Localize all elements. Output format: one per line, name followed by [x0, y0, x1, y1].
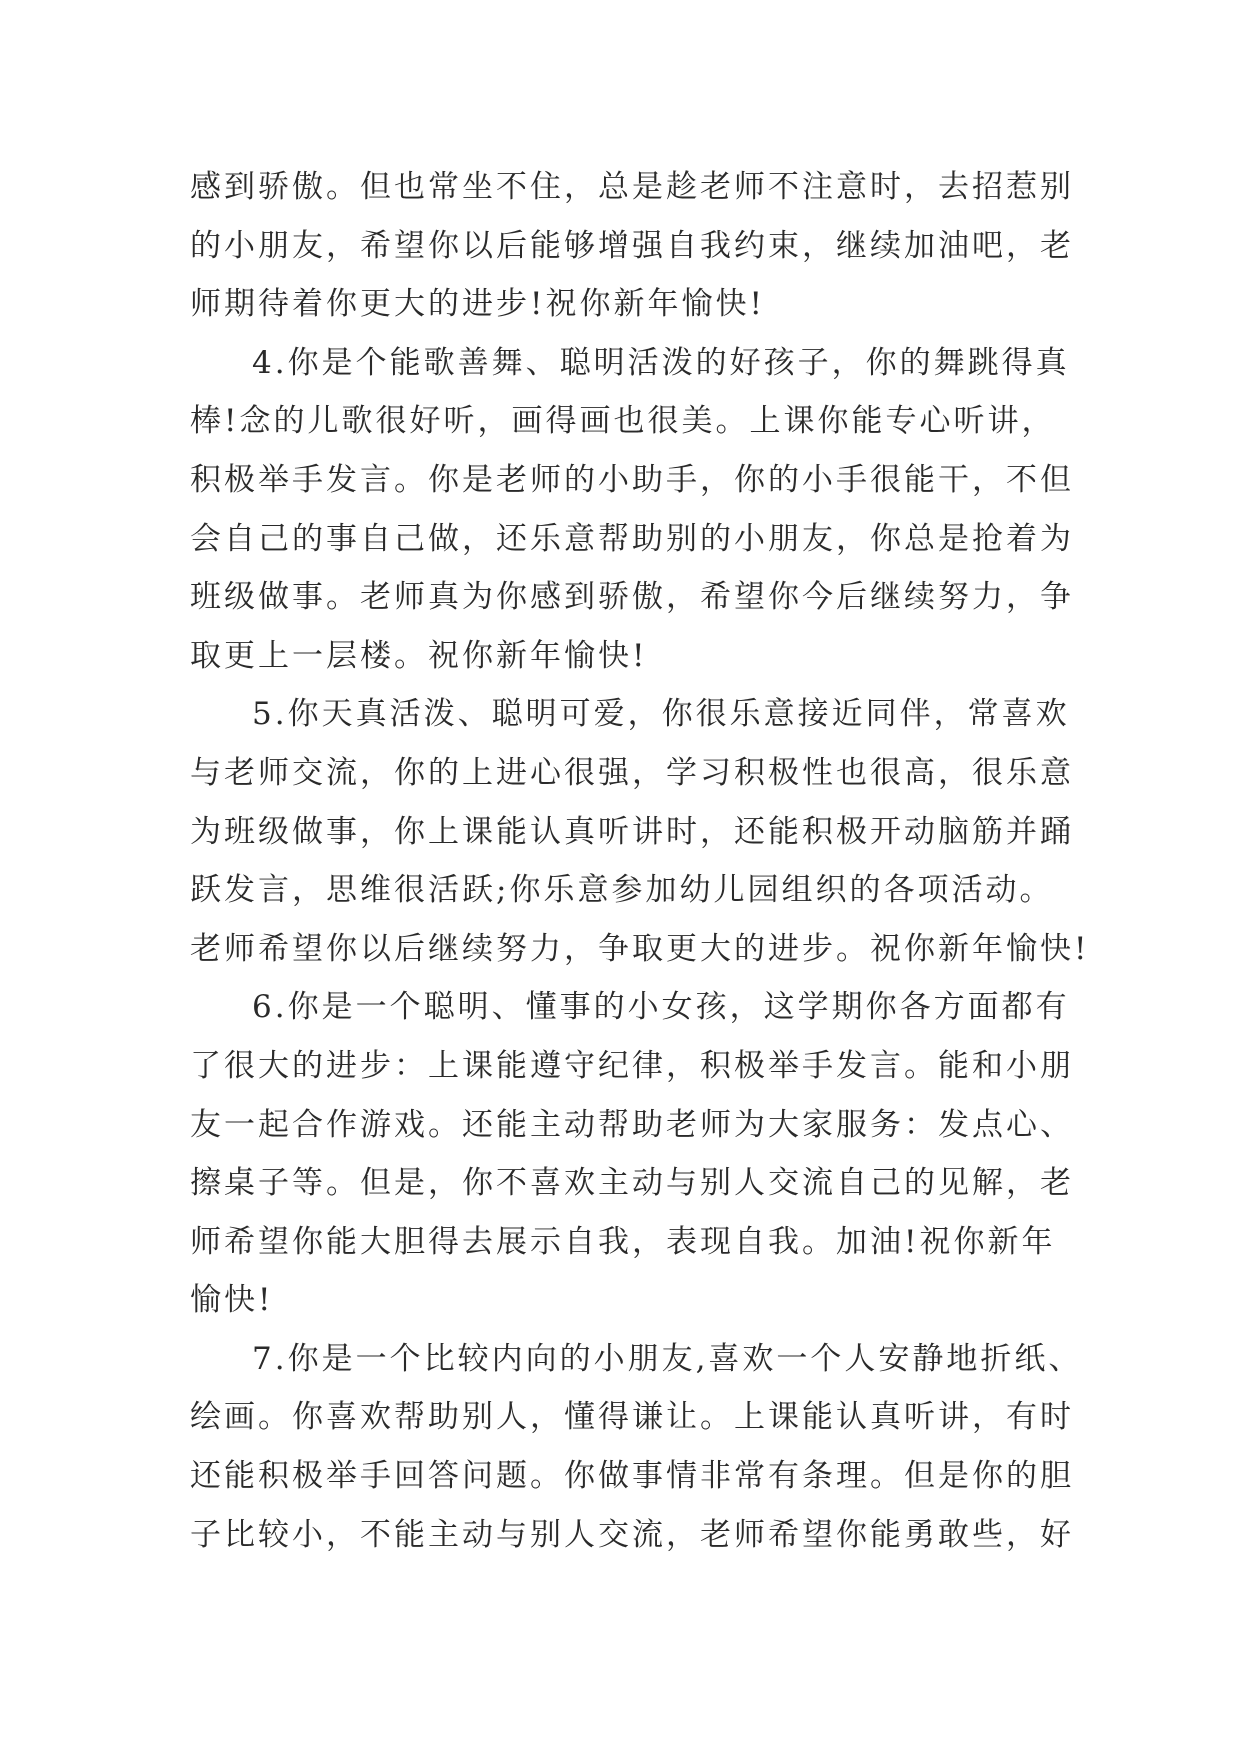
- text-line: 积极举手发言。你是老师的小助手，你的小手很能干，不但: [190, 461, 1074, 498]
- text-line: 友一起合作游戏。还能主动帮助老师为大家服务：发点心、: [190, 1106, 1074, 1143]
- body-text: [190, 158, 1090, 1564]
- text-line: 师希望你能大胆得去展示自我，表现自我。加油!祝你新年: [190, 1223, 1056, 1260]
- text-line: 师期待着你更大的进步!祝你新年愉快!: [190, 286, 765, 323]
- text-line: 还能积极举手回答问题。你做事情非常有条理。但是你的胆: [190, 1458, 1074, 1495]
- text-line: 4.你是个能歌善舞、聪明活泼的好孩子，你的舞跳得真: [252, 344, 1070, 381]
- text-line: 为班级做事，你上课能认真听讲时，还能积极开动脑筋并踊: [190, 813, 1074, 850]
- text-line: 擦桌子等。但是，你不喜欢主动与别人交流自己的见解，老: [190, 1165, 1074, 1202]
- text-line: 愉快!: [190, 1282, 274, 1319]
- text-line: 棒!念的儿歌很好听，画得画也很美。上课你能专心听讲，: [190, 403, 1056, 440]
- text-line: 5.你天真活泼、聪明可爱，你很乐意接近同伴，常喜欢: [252, 696, 1070, 733]
- text-line: 7.你是一个比较内向的小朋友,喜欢一个人安静地折纸、: [252, 1340, 1083, 1377]
- text-line: 绘画。你喜欢帮助别人，懂得谦让。上课能认真听讲，有时: [190, 1399, 1074, 1436]
- text-line: 老师希望你以后继续努力，争取更大的进步。祝你新年愉快!: [190, 930, 1090, 967]
- text-line: 跃发言，思维很活跃;你乐意参加幼儿园组织的各项活动。: [190, 872, 1054, 909]
- text-line: 了很大的进步：上课能遵守纪律，积极举手发言。能和小朋: [190, 1047, 1074, 1084]
- text-line: 取更上一层楼。祝你新年愉快!: [190, 637, 648, 674]
- text-line: 的小朋友，希望你以后能够增强自我约束，继续加油吧，老: [190, 227, 1074, 264]
- text-line: 会自己的事自己做，还乐意帮助别的小朋友，你总是抢着为: [190, 520, 1074, 557]
- text-line: 6.你是一个聪明、懂事的小女孩，这学期你各方面都有: [252, 989, 1070, 1026]
- text-line: 与老师交流，你的上进心很强，学习积极性也很高，很乐意: [190, 754, 1074, 791]
- text-line: 班级做事。老师真为你感到骄傲，希望你今后继续努力，争: [190, 579, 1074, 616]
- text-line: 感到骄傲。但也常坐不住，总是趁老师不注意时，去招惹别: [190, 169, 1074, 205]
- text-line: 子比较小，不能主动与别人交流，老师希望你能勇敢些，好: [190, 1516, 1074, 1553]
